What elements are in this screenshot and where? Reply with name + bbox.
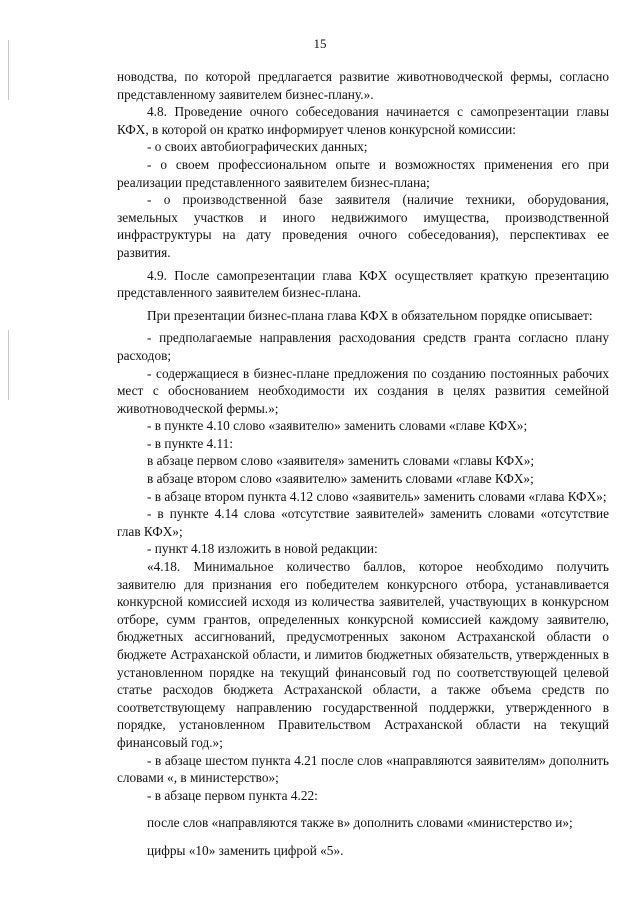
paragraph: 4.8. Проведение очного собеседования начинается с самопрезентации главы КФХ, в которой он кратко информирует членов конкурсной комиссии:: [117, 104, 609, 137]
page-number: 15: [313, 36, 327, 51]
scan-edge-mark: [8, 330, 9, 400]
list-item: - о производственной базе заявителя (наличие техники, оборудования, земельных участков и иного недвижимого имущества, производственной инфраструктуры на дату проведения очного собеседования), перспективах ее развития.: [117, 192, 609, 260]
amendment-line: - в абзаце первом пункта 4.22:: [147, 787, 318, 803]
list-item: - о своем профессиональном опыте и возможностях применения его при реализации представленного заявителем бизнес-плана;: [117, 156, 609, 190]
list-item: - предполагаемые направления расходования средств гранта согласно плану расходов;: [117, 330, 609, 363]
amendment-line: в абзаце втором слово «заявителю» заменить словами «главе КФХ»;: [147, 471, 534, 487]
paragraph: 4.9. После самопрезентации глава КФХ осуществляет краткую презентацию представленного заявителем бизнес-плана.: [117, 267, 609, 301]
list-item: - содержащиеся в бизнес-плане предложения по созданию постоянных рабочих мест с обоснованием необходимости их создания в целях развития семейной животноводческой фермы.»;: [117, 365, 609, 416]
quoted-clause: «4.18. Минимальное количество баллов, которое необходимо получить заявителю для признания его победителем конкурсного отбора, устанавливается конкурсной комиссией исходя из количества заявителей, участвующих в конкурсном отборе, сумм грантов, определенных конкурсной комиссией каждому заявителю, бюджетных ассигнований, предусмотренных законом Астраханской области о бюджете Астраханской области, и лимитов бюджетных обязательств, утвержденных в установленном порядке на текущий финансовый год по соответствующей целевой статье расходов бюджета Астраханской области, а также объема средств по соответствующему направлению государственной поддержки, утвержденного в порядке, установленном Правительством Астраханской области на текущий финансовый год.»;: [117, 559, 609, 750]
paragraph: новодства, по которой предлагается развитие животноводческой фермы, согласно представленному заявителем бизнес-плану.».: [117, 69, 609, 102]
amendment-line: - в пункте 4.14 слова «отсутствие заявителей» заменить словами «отсутствие глав КФХ»;: [117, 506, 609, 539]
amendment-line: - в абзаце шестом пункта 4.21 после слов «направляются заявителям» дополнить словами «, в министерство»;: [117, 752, 609, 786]
amendment-line: в абзаце первом слово «заявителя» заменить словами «главы КФХ»;: [147, 453, 535, 469]
amendment-line: - в пункте 4.10 слово «заявителю» заменить словами «главе КФХ»;: [147, 418, 528, 434]
list-item: - о своих автобиографических данных;: [147, 139, 368, 155]
amendment-line: после слов «направляются также в» дополнить словами «министерство и»;: [147, 815, 573, 831]
document-body: [117, 68, 609, 860]
amendment-line: цифры «10» заменить цифрой «5».: [147, 842, 344, 858]
amendment-line: - в пункте 4.11:: [147, 435, 234, 451]
paragraph: При презентации бизнес-плана глава КФХ в обязательном порядке описывает:: [147, 307, 593, 323]
amendment-line: - пункт 4.18 изложить в новой редакции:: [147, 541, 378, 557]
amendment-line: - в абзаце втором пункта 4.12 слово «заявитель» заменить словами «глава КФХ»;: [147, 488, 607, 504]
